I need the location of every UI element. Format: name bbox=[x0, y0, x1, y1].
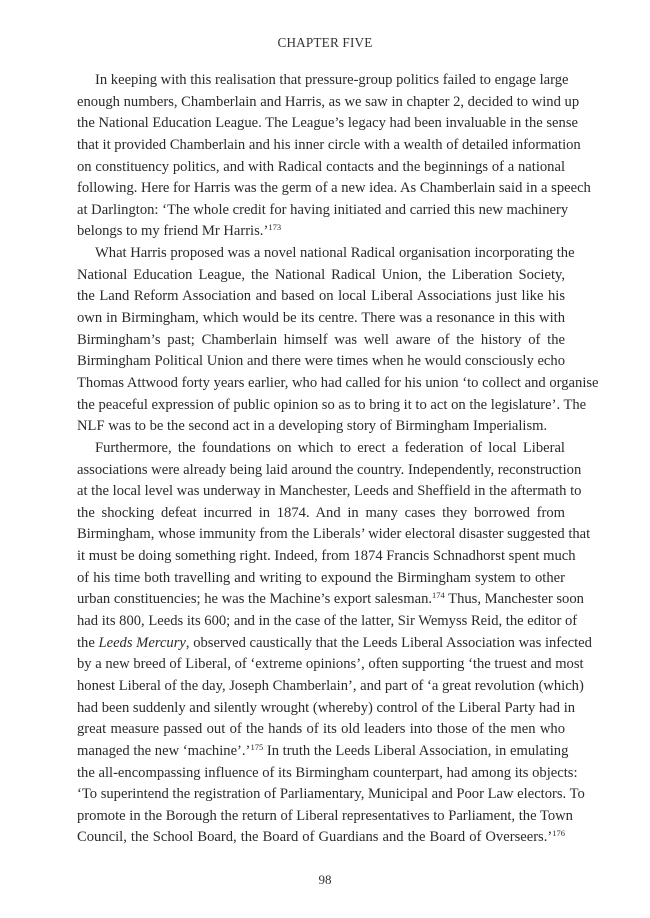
text-line: at Darlington: ‘The whole credit for having initiated and carried this new machinery bbox=[77, 201, 569, 218]
text-line: National Education League, the National Radical Union, the Liberation Society, bbox=[77, 266, 565, 283]
paragraph-1 bbox=[77, 70, 591, 243]
text-span: belongs to my friend Mr Harris.’ bbox=[77, 223, 269, 240]
text-line: of his time both travelling and writing to expound the Birmingham system to other bbox=[77, 569, 565, 586]
text-line: the National Education League. The League’s legacy had been invaluable in the sense bbox=[77, 115, 578, 132]
text-span: Thus, Manchester soon bbox=[444, 591, 584, 608]
text-line bbox=[77, 221, 565, 243]
page-number: 98 bbox=[318, 872, 332, 887]
text-line: Furthermore, the foundations on which to erect a federation of local Liberal bbox=[95, 439, 565, 456]
footnote-ref-173[interactable]: 173 bbox=[268, 222, 282, 233]
text-line: great measure passed out of the hands of its old leaders into those of the men who bbox=[77, 721, 565, 738]
text-line: Birmingham Political Union and there were times when he would consciously echo bbox=[77, 353, 565, 370]
text-span: , observed caustically that the Leeds Liberal Association was infected bbox=[185, 634, 592, 651]
footnote-ref-174[interactable]: 174 bbox=[432, 590, 445, 601]
text-line: own in Birmingham, which would be its centre. There was a resonance in this with bbox=[77, 310, 565, 327]
text-line: on constituency politics, and with Radical contacts and the beginnings of a national bbox=[77, 158, 565, 175]
text-line: the all-encompassing influence of its Birmingham counterpart, had among its objects: bbox=[77, 764, 578, 781]
text-line: at the local level was underway in Manchester, Leeds and Sheffield in the aftermath to bbox=[77, 483, 582, 500]
text-line bbox=[77, 827, 565, 849]
text-span: the bbox=[77, 634, 99, 651]
text-span: managed the new ‘machine’.’ bbox=[77, 742, 251, 759]
text-line: Birmingham’s past; Chamberlain himself was well aware of the history of the bbox=[77, 331, 565, 348]
paragraph-2 bbox=[77, 243, 599, 438]
publication-title: Leeds Mercury bbox=[98, 634, 186, 651]
text-line: Birmingham, whose immunity from the Liberals’ wider electoral disaster suggested that bbox=[77, 526, 591, 543]
text-line: by a new breed of Liberal, of ‘extreme opinions’, often supporting ‘the truest and most bbox=[77, 656, 584, 673]
text-line: it must be doing something right. Indeed, from 1874 Francis Schnadhorst spent much bbox=[77, 548, 576, 565]
text-span: In truth the Leeds Liberal Association, in emulating bbox=[263, 742, 569, 759]
text-line: honest Liberal of the day, Joseph Chamberlain’, and part of ‘a great revolution (which) bbox=[77, 677, 584, 694]
text-line bbox=[77, 741, 569, 763]
body-text bbox=[77, 70, 599, 849]
text-line: promote in the Borough the return of Liberal representatives to Parliament, the Town bbox=[77, 807, 573, 824]
text-line: had its 800, Leeds its 600; and in the case of the latter, Sir Wemyss Reid, the editor of bbox=[77, 613, 578, 630]
text-line: NLF was to be the second act in a developing story of Birmingham Imperialism. bbox=[77, 418, 548, 435]
text-line: ‘To superintend the registration of Parliamentary, Municipal and Poor Law electors. To bbox=[77, 786, 585, 803]
text-line: the Land Reform Association and based on local Liberal Associations just like his bbox=[77, 288, 565, 305]
text-line bbox=[77, 589, 584, 611]
text-line: What Harris proposed was a novel national Radical organisation incorporating the bbox=[95, 245, 575, 262]
footnote-ref-176[interactable]: 176 bbox=[552, 828, 565, 839]
text-line: that it provided Chamberlain and his inner circle with a wealth of detailed information bbox=[77, 136, 581, 153]
text-line: enough numbers, Chamberlain and Harris, as we saw in chapter 2, decided to wind up bbox=[77, 93, 580, 110]
text-span: Council, the School Board, the Board of Guardians and the Board of Overseers.’ bbox=[77, 829, 553, 846]
text-line: had been suddenly and silently wrought (whereby) control of the Liberal Party had in bbox=[77, 699, 576, 716]
text-line: following. Here for Harris was the germ of a new idea. As Chamberlain said in a speech bbox=[77, 180, 591, 197]
text-span: urban constituencies; he was the Machine’s export salesman. bbox=[77, 591, 433, 608]
text-line: Thomas Attwood forty years earlier, who had called for his union ‘to collect and organise bbox=[77, 374, 599, 391]
text-line: In keeping with this realisation that pressure-group politics failed to engage large bbox=[95, 72, 569, 88]
text-line: associations were already being laid around the country. Independently, reconstruction bbox=[77, 461, 582, 478]
footnote-ref-175[interactable]: 175 bbox=[250, 741, 264, 752]
text-line: the shocking defeat incurred in 1874. And in many cases they borrowed from bbox=[77, 504, 565, 521]
running-head: CHAPTER FIVE bbox=[277, 35, 373, 50]
text-line bbox=[77, 633, 592, 655]
paragraph-3 bbox=[77, 438, 592, 849]
text-line: the peaceful expression of public opinion so as to bring it to act on the legislature’. The bbox=[77, 396, 587, 413]
